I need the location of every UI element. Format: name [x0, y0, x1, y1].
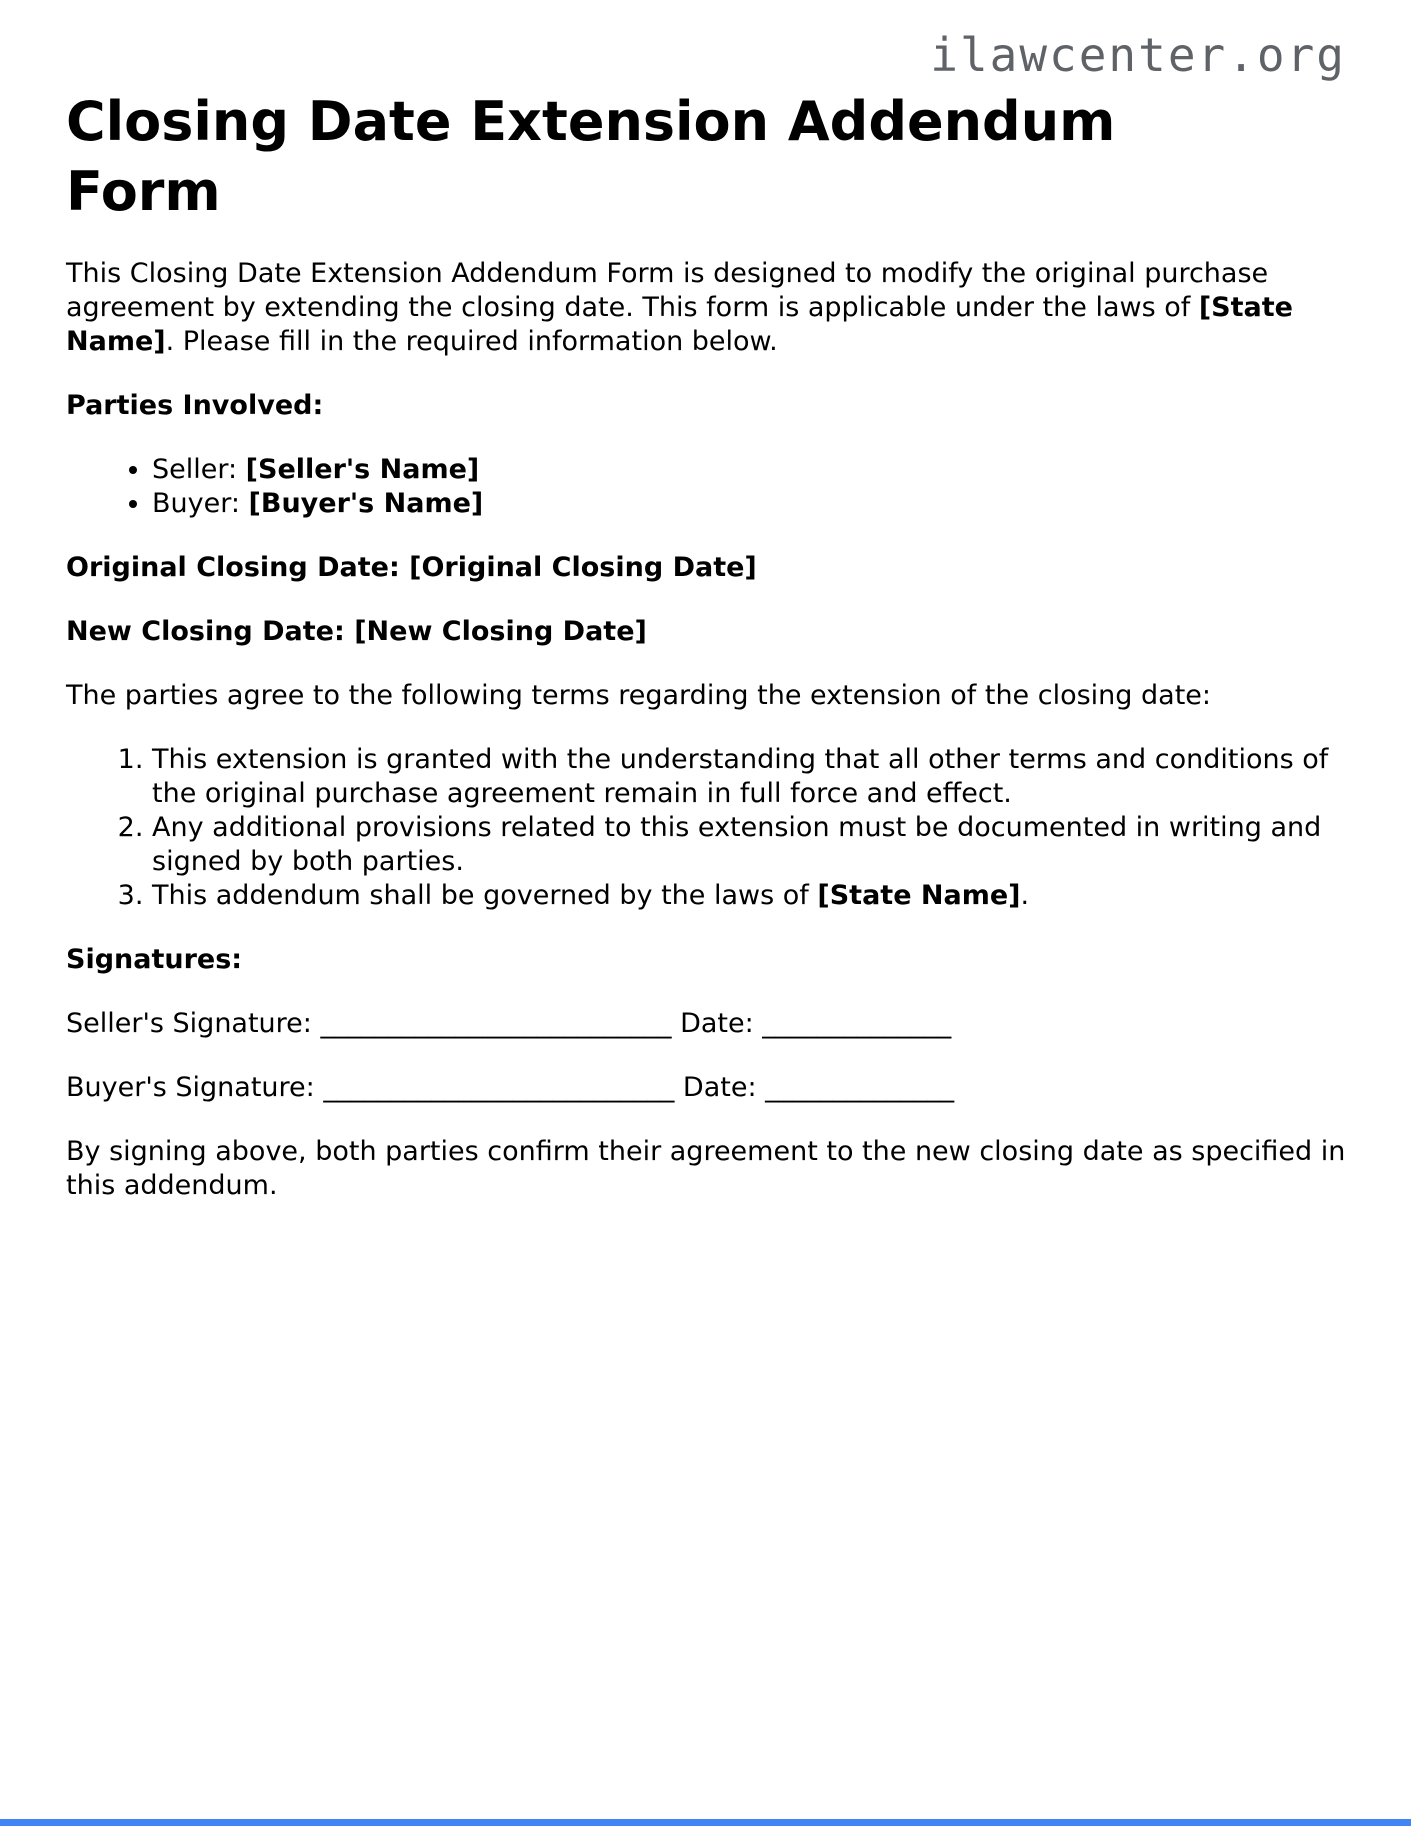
- bottom-accent-bar: [0, 1819, 1411, 1826]
- closing-note: By signing above, both parties confirm their agreement to the new closing date as specified in this addendum.: [66, 1135, 1354, 1201]
- seller-name-placeholder: [Seller's Name]: [245, 453, 480, 485]
- seller-label: Seller:: [152, 453, 246, 485]
- state-name-placeholder: [State Name]: [66, 291, 1303, 357]
- term-3-text-pre: This addendum shall be governed by the laws of: [152, 879, 818, 911]
- intro-text-post: . Please fill in the required information below.: [165, 325, 778, 357]
- seller-date-label: Date:: [671, 1007, 763, 1039]
- term-2-text: Any additional provisions related to this extension must be documented in writing and signed by both parties.: [152, 811, 1330, 877]
- term-3-state-name-placeholder: [State Name]: [817, 879, 1021, 911]
- buyer-signature-label: Buyer's Signature:: [66, 1071, 324, 1103]
- term-1-text: This extension is granted with the understanding that all other terms and conditions of the original purchase agreement remain in full force and effect.: [152, 743, 1337, 809]
- seller-signature-label: Seller's Signature:: [66, 1007, 321, 1039]
- term-item-1: [152, 743, 1346, 811]
- intro-text-pre: This Closing Date Extension Addendum Form is designed to modify the original purchase agreement by extending the closing date. This form is applicable under the laws of: [66, 257, 1277, 323]
- terms-list: [66, 743, 1346, 913]
- buyer-date-line: ______________: [765, 1071, 955, 1103]
- new-closing-date-line: New Closing Date: [New Closing Date]: [66, 615, 647, 647]
- page-title: Closing Date Extension Addendum Form: [66, 89, 1116, 223]
- original-closing-date-line: Original Closing Date: [Original Closing Date]: [66, 551, 757, 583]
- seller-signature-row: [66, 1007, 1346, 1041]
- terms-intro: The parties agree to the following terms regarding the extension of the closing date:: [66, 679, 1211, 711]
- term-item-3: [152, 879, 1346, 913]
- term-item-2: [152, 811, 1346, 879]
- parties-list: [66, 453, 1346, 521]
- seller-signature-line: __________________________: [320, 1007, 672, 1039]
- term-3-text-post: .: [1020, 879, 1030, 911]
- party-item-seller: [152, 453, 1346, 487]
- buyer-signature-row: [66, 1071, 1346, 1105]
- party-item-buyer: [152, 487, 1346, 521]
- signatures-heading: Signatures:: [66, 943, 243, 975]
- buyer-name-placeholder: [Buyer's Name]: [248, 487, 484, 519]
- buyer-signature-line: __________________________: [323, 1071, 675, 1103]
- intro-paragraph: [66, 257, 1346, 359]
- buyer-label: Buyer:: [152, 487, 249, 519]
- buyer-date-label: Date:: [674, 1071, 766, 1103]
- parties-heading: Parties Involved:: [66, 389, 324, 421]
- brand-logo: ilawcenter.org: [930, 28, 1346, 82]
- seller-date-line: ______________: [762, 1007, 952, 1039]
